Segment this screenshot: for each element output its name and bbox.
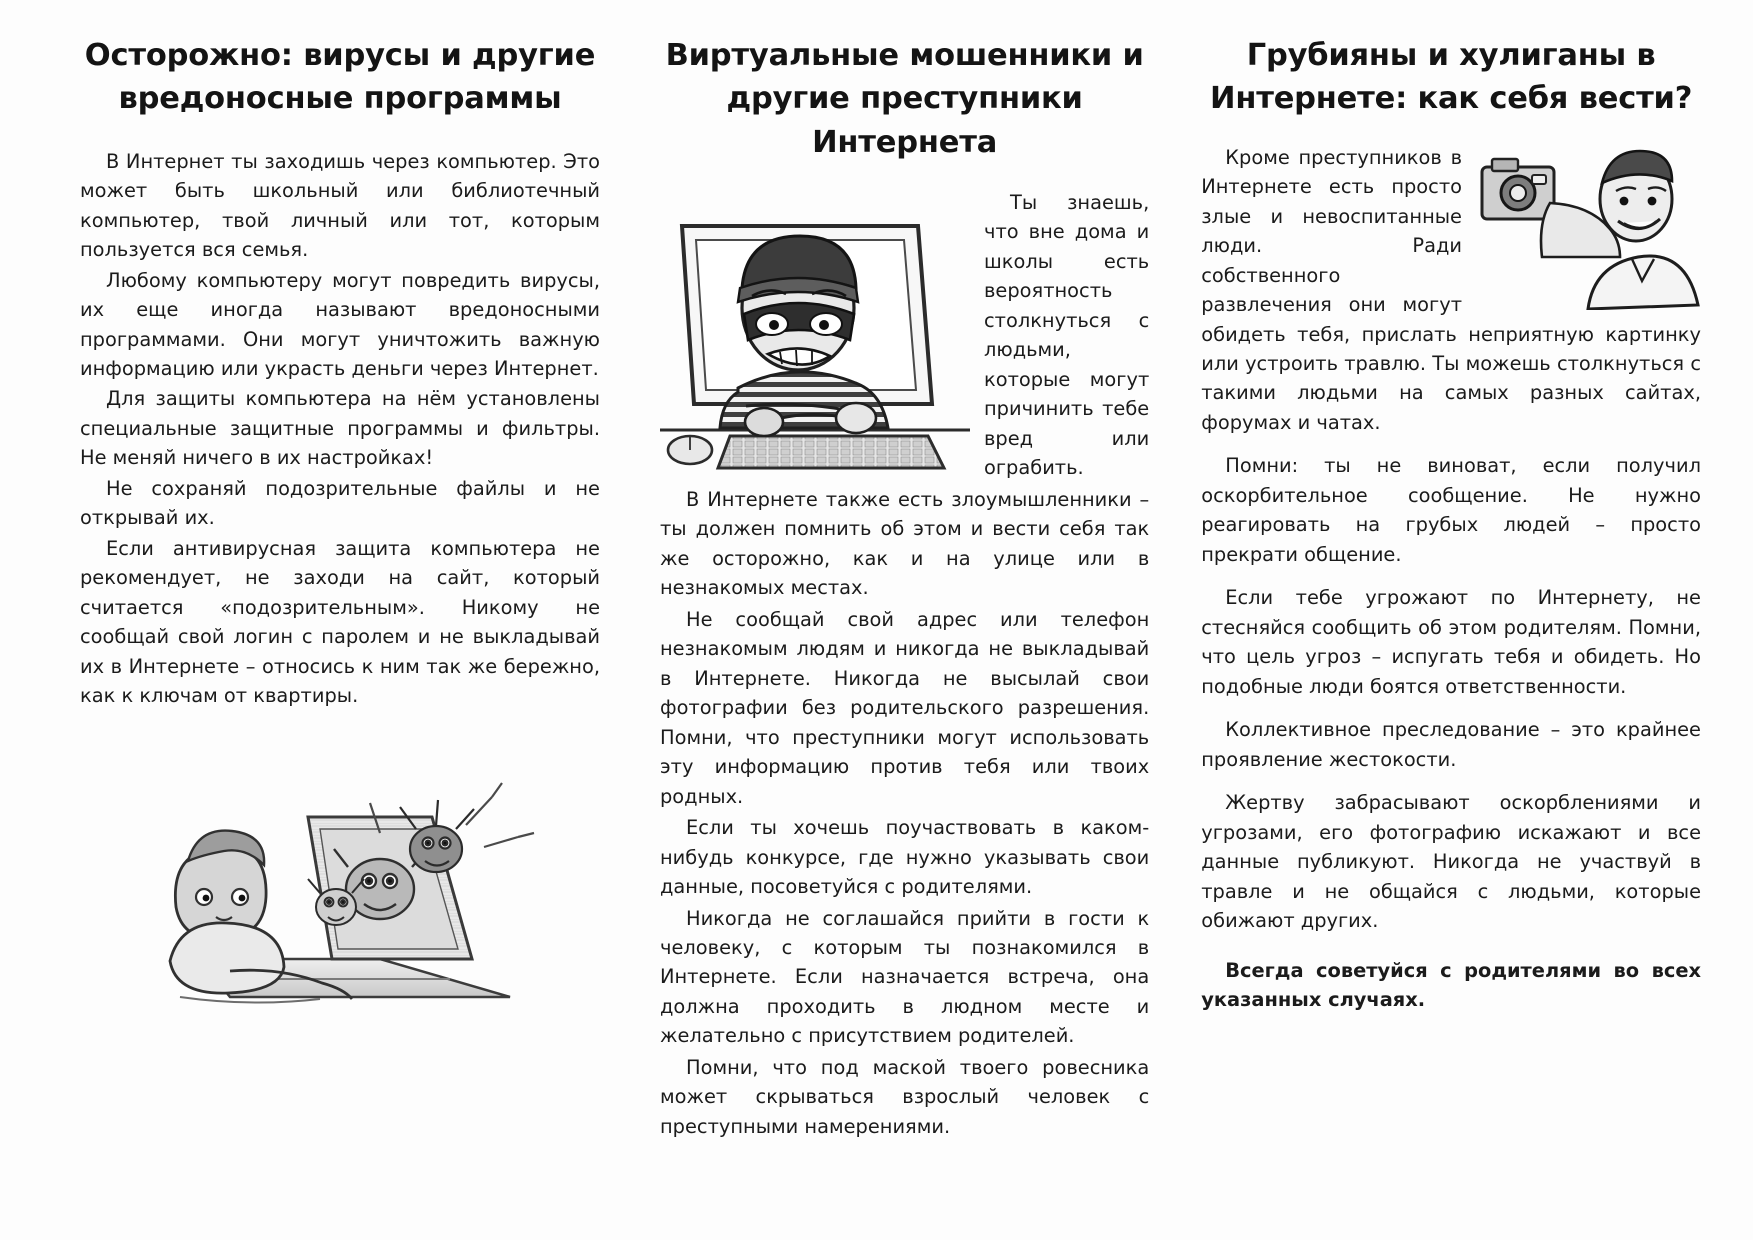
paragraph: Помни, что под маской твоего ровесника может скрываться взрослый человек с преступными намерениями. (660, 1055, 1150, 1138)
paragraph: Никогда не соглашайся прийти в гости к человеку, с которым ты познакомился в Интернете. Если назначается встреча, она должна проходить в людном месте и желательно с присутствием родителей. (660, 906, 1150, 1048)
paragraph: Любому компьютеру могут повредить вирусы, их еще иногда называют вредоносными программами. Они могут уничтожить важную информацию или украсть деньги через Интернет. (80, 268, 600, 380)
boy-at-laptop-with-viruses-illustration (80, 721, 600, 1021)
column-title-viruses: Осторожно: вирусы и другие вредоносные программы (84, 38, 596, 117)
paragraph: Кроме преступников в Интернете есть просто злые и невоспитанные люди. Ради собственного развлечения они могут обидеть тебя, прислать неприятную картинку или устроить травлю. Ты можешь столкнуться с такими людьми на самых разных сайтах, форумах и чатах. (1201, 145, 1701, 434)
column-title-fraudsters: Виртуальные мошенники и другие преступники Интернета (665, 38, 1144, 160)
paragraph: В Интернет ты заходишь через компьютер. Это может быть школьный или библиотечный компьютер, твой личный или тот, которым пользуется вся семья. (80, 149, 600, 262)
paragraph: В Интернете также есть злоумышленники – ты должен помнить об этом и вести себя так же осторожно, как и на улице или в незнакомых местах. (660, 487, 1150, 600)
paragraph: Ты знаешь, что вне дома и школы есть вероятность столкнуться с людьми, которые могут причинить тебе вред или ограбить. (984, 190, 1150, 480)
paragraph: Если антивирусная защита компьютера не рекомендует, не заходи на сайт, который считается «подозрительным». Никому не сообщай свой логин с паролем и не выкладывай их в Интернете – относись к ним так же бережно, как к ключам от квартиры. (80, 536, 600, 708)
paragraph: Коллективное преследование – это крайнее проявление жестокости. (1201, 718, 1701, 771)
column-bullies (1173, 26, 1723, 1230)
masked-burglar-in-monitor-illustration (660, 192, 970, 482)
closing-advice: Всегда советуйся с родителями во всех указанных случаях. (1201, 958, 1701, 1012)
paragraph: Если ты хочешь поучаствовать в каком-нибудь конкурсе, где нужно указывать свои данные, посоветуйся с родителями. (660, 816, 1150, 899)
paragraph: Жертву забрасывают оскорблениями и угрозами, его фотографию искажают и все данные публикуют. Никогда не участвуй в травле и не общайся с людьми, которые обижают других. (1201, 791, 1701, 933)
paragraph: Помни: ты не виноват, если получил оскорбительное сообщение. Не нужно реагировать на грубых людей – просто прекрати общение. (1201, 454, 1701, 566)
man-with-camera-bully-illustration (1476, 145, 1701, 310)
column-fraudsters (636, 26, 1173, 1230)
paragraph: Не сообщай свой адрес или телефон незнакомым людям и никогда не выкладывай в Интернете. Никогда не высылай свои фотографии без родительского разрешения. Помни, что преступники могут использовать эту информацию против тебя или твоих родных. (660, 607, 1150, 808)
paragraph: Если тебе угрожают по Интернету, не стесняйся сообщить об этом родителям. Помни, что цель угроз – испугать тебя и обидеть. Но подобные люди боятся ответственности. (1201, 586, 1701, 698)
paragraph: Для защиты компьютера на нём установлены специальные защитные программы и фильтры. Не меняй ничего в их настройках! (80, 387, 600, 470)
column-viruses (30, 26, 636, 1230)
column-title-bullies: Грубияны и хулиганы в Интернете: как себя вести? (1210, 38, 1693, 117)
paragraph: Не сохраняй подозрительные файлы и не открывай их. (80, 476, 600, 530)
brochure-columns (30, 26, 1723, 1230)
